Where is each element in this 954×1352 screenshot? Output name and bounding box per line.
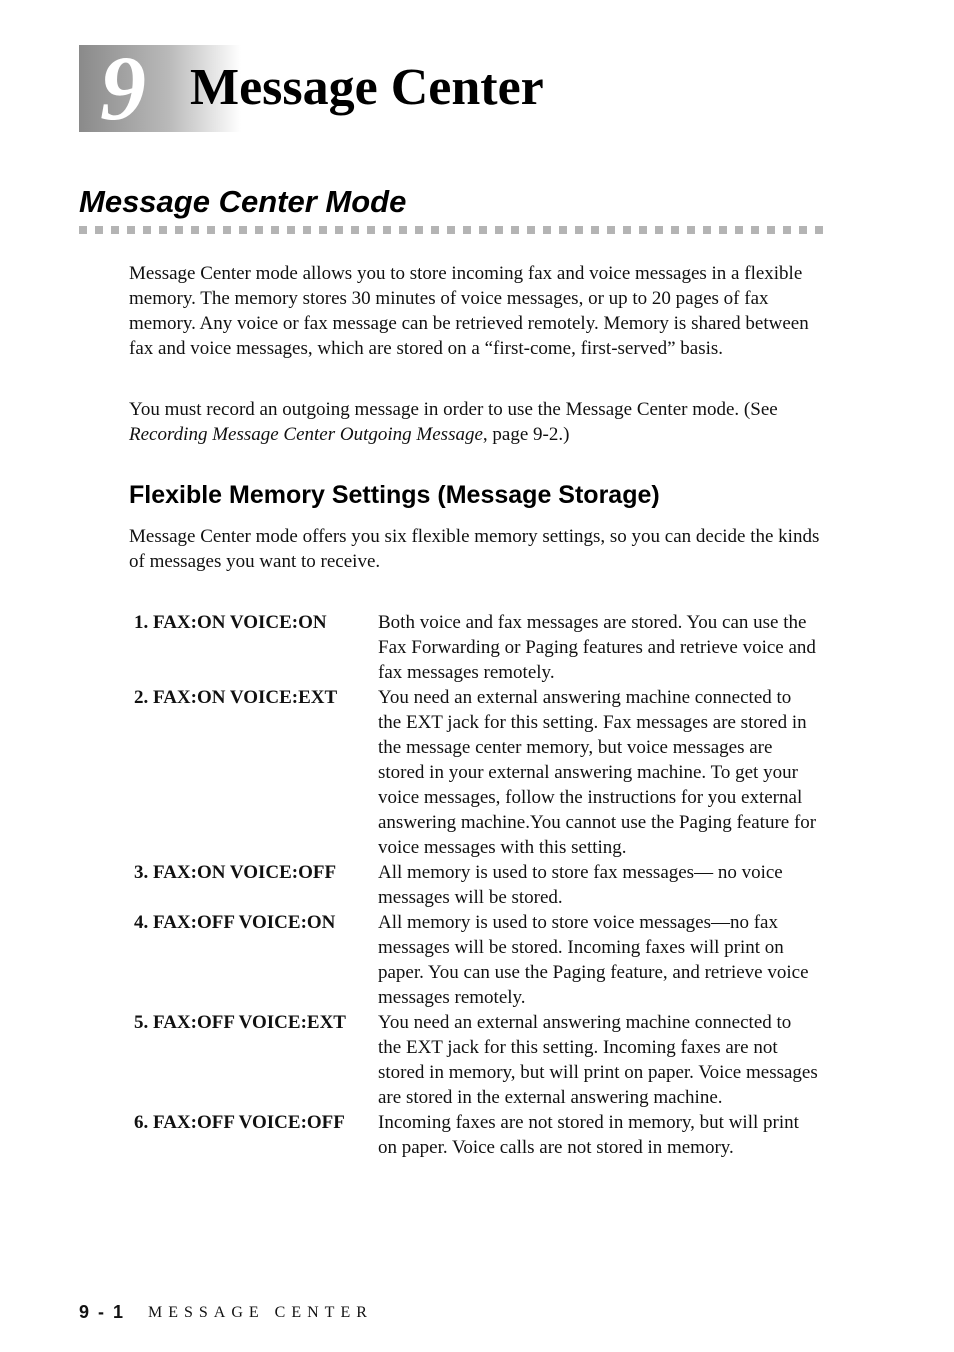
paragraph-text: , page 9-2.) [482,424,570,445]
section-paragraph-reference [129,397,829,447]
setting-description: All memory is used to store fax messages— no voice messages will be stored. [378,862,783,908]
setting-name: 1. FAX:ON VOICE:ON [134,612,327,633]
subsection-title: Flexible Memory Settings (Message Storage) [129,481,660,509]
chapter-number: 9 [100,37,146,139]
setting-description: You need an external answering machine connected to the EXT jack for this setting. Incoming faxes are not stored in memory, but will print on paper. Voice messages are stored in the external answering machine. [378,1012,818,1108]
setting-description: All memory is used to store voice messages—no fax messages will be stored. Incoming faxes will print on paper. You can use the Paging feature, and retrieve voice messages remotely. [378,912,809,1008]
subsection-intro: Message Center mode offers you six flexible memory settings, so you can decide the kinds of messages you want to receive. [129,526,820,572]
setting-row [134,1010,834,1110]
setting-name: 5. FAX:OFF VOICE:EXT [134,1012,346,1033]
cross-reference-title: Recording Message Center Outgoing Message [129,424,483,445]
setting-row [134,610,834,685]
section-title: Message Center Mode [79,184,407,219]
setting-name: 4. FAX:OFF VOICE:ON [134,912,336,933]
setting-name: 3. FAX:ON VOICE:OFF [134,862,337,883]
memory-settings-table [134,610,834,1160]
setting-row [134,910,834,1010]
section-divider [79,226,823,234]
setting-row [134,685,834,860]
footer-chapter-title: MESSAGE CENTER [148,1304,373,1321]
setting-description: You need an external answering machine connected to the EXT jack for this setting. Fax messages are stored in the message center memory, but voice messages are stored in your external answering machine. To get your voice messages, follow the instructions for you external answering machine.You cannot use the Paging feature for voice messages with this setting. [378,687,817,858]
chapter-title: Message Center [190,59,544,116]
setting-description: Incoming faxes are not stored in memory, but will print on paper. Voice calls are not stored in memory. [378,1112,799,1158]
section-paragraph: Message Center mode allows you to store incoming fax and voice messages in a flexible memory. The memory stores 30 minutes of voice messages, or up to 20 pages of fax memory. Any voice or fax message can be retrieved remotely. Memory is shared between fax and voice messages, which are stored on a “first-come, first-served” basis. [129,263,809,359]
setting-name: 2. FAX:ON VOICE:EXT [134,687,338,708]
setting-description: Both voice and fax messages are stored. You can use the Fax Forwarding or Paging features and retrieve voice and fax messages remotely. [378,612,816,683]
setting-row [134,860,834,910]
setting-name: 6. FAX:OFF VOICE:OFF [134,1112,345,1133]
footer-page-number: 9 - 1 [79,1302,126,1322]
setting-row [134,1110,834,1160]
paragraph-text: You must record an outgoing message in order to use the Message Center mode. (See [129,399,778,420]
